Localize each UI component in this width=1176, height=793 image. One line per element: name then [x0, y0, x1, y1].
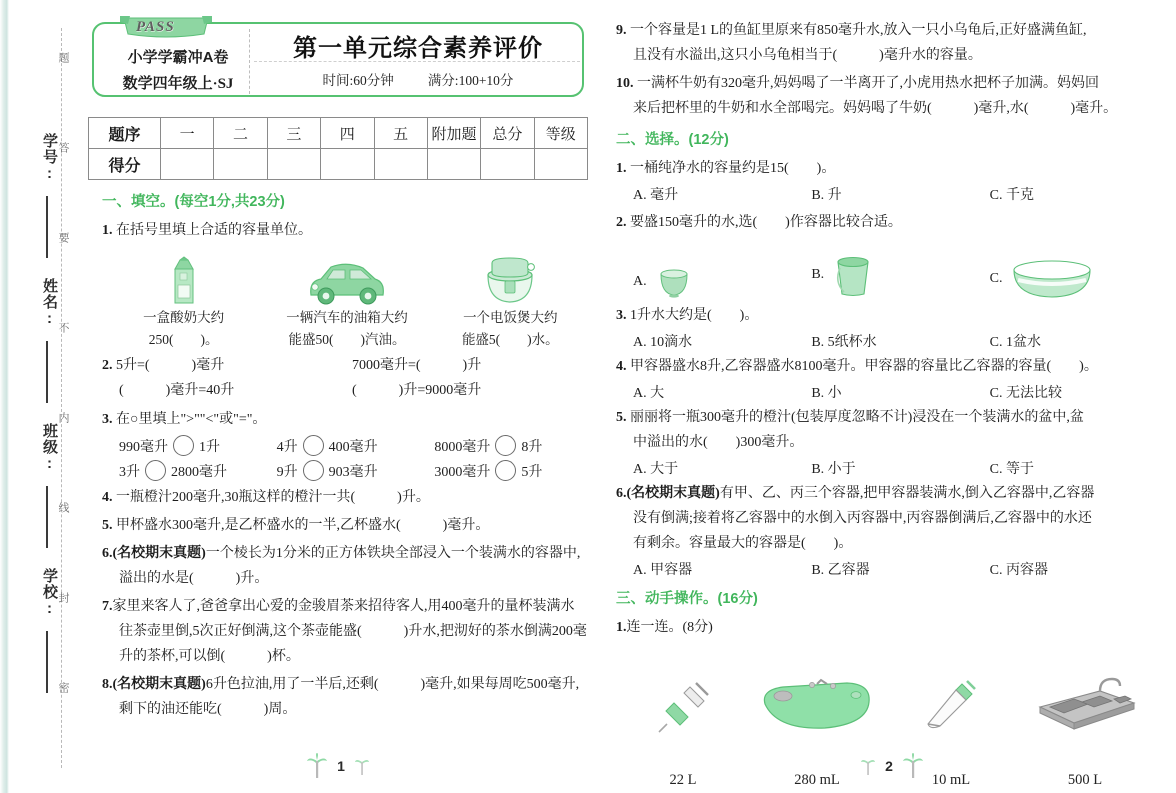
compare-pair-3-left: 3升 — [119, 464, 140, 480]
field-label-name: 姓名: — [41, 278, 58, 328]
page-title: 第一单元综合素养评价 — [293, 35, 543, 62]
score-cell-2[interactable] — [267, 149, 320, 180]
question-2-6-tag: (名校期末真题) — [626, 486, 720, 501]
question-1-7-line3: 升的茶杯,可以倒( )杯。 — [119, 649, 300, 664]
syringe-icon — [616, 652, 750, 764]
section-3-title: 三、动手操作。 — [616, 591, 718, 607]
compare-pair-1-left: 4升 — [276, 439, 298, 455]
question-2-2-option-b[interactable] — [811, 250, 989, 300]
compare-pair-5-right: 5升 — [521, 464, 543, 480]
question-2-6 — [616, 481, 1168, 556]
score-cell-5[interactable] — [427, 149, 480, 180]
question-1-8-number: 8. — [102, 677, 113, 692]
toothpaste-icon — [884, 652, 1018, 764]
small-cup-icon — [653, 264, 695, 300]
question-1-10 — [616, 71, 1168, 121]
question-1-4-text: 一瓶橙汁200毫升,30瓶这样的橙汁一共( )升。 — [116, 490, 430, 505]
score-col-header-2: 三 — [267, 118, 320, 149]
field-label-student-id: 学号: — [41, 133, 58, 183]
question-1-9-line2: 且没有水溢出,这只小乌龟相当于( )毫升水的容量。 — [633, 48, 982, 63]
score-cell-7[interactable] — [534, 149, 587, 180]
question-2-2-option-c-letter: C. — [989, 271, 1003, 286]
compare-row-1 — [102, 435, 592, 456]
palm-tree-icon-right-small — [860, 756, 876, 776]
figure-cooker-caption-1: 一个电饭煲大约 — [463, 310, 558, 325]
exam-header-card — [92, 19, 584, 97]
question-2-2-option-a[interactable] — [633, 264, 811, 300]
section-1-points: (每空1分,共23分) — [174, 194, 285, 210]
question-1-2-right-line1: 7000毫升=( )升 — [352, 358, 482, 373]
compare-pair-4 — [277, 460, 435, 481]
table-row-score — [89, 149, 588, 180]
question-2-5-option-c[interactable]: C. 等于 — [989, 462, 1034, 477]
page-2-footer — [616, 753, 1168, 779]
compare-pair-4-left: 9升 — [276, 464, 298, 480]
question-2-3-option-a[interactable]: A. 10滴水 — [633, 335, 693, 350]
pass-logo-text: PASS — [136, 19, 175, 35]
question-1-9-line1: 一个容量是1 L的鱼缸里原来有850毫升水,放入一只小乌龟后,正好盛满鱼缸, — [630, 23, 1087, 38]
compare-pair-0 — [119, 435, 277, 456]
section-2-title: 二、选择。 — [616, 132, 689, 148]
section-1-title: 一、填空。 — [102, 194, 175, 210]
question-2-5 — [616, 405, 1168, 455]
question-1-6 — [102, 541, 592, 591]
seal-char-5: 线 — [57, 502, 69, 513]
question-1-10-number: 10. — [616, 76, 634, 91]
question-1-2 — [102, 353, 592, 403]
page-1-column — [78, 0, 598, 793]
compare-pair-2-left: 8000毫升 — [434, 439, 491, 455]
question-2-4-option-b[interactable]: B. 小 — [811, 386, 842, 401]
compare-circle-0[interactable] — [173, 435, 194, 456]
sink-icon — [1018, 652, 1152, 764]
bathtub-icon — [750, 652, 884, 764]
section-3-points: (16分) — [717, 591, 758, 607]
question-2-4-options — [616, 382, 1168, 402]
bucket-icon — [830, 250, 876, 300]
question-1-5 — [102, 513, 592, 538]
question-2-6-number: 6. — [616, 486, 627, 501]
field-label-school: 学校: — [41, 568, 58, 618]
question-2-3 — [616, 303, 1168, 328]
question-2-3-option-b[interactable]: B. 5纸杯水 — [811, 335, 877, 350]
question-2-1-option-c[interactable]: C. 千克 — [989, 188, 1034, 203]
seal-char-6: 封 — [57, 592, 69, 603]
figure-milk-caption-2: 250( )。 — [148, 332, 219, 347]
question-1-7 — [102, 594, 592, 669]
question-1-4 — [102, 485, 592, 510]
question-1-6-line2: 溢出的水是( )升。 — [119, 571, 269, 586]
question-1-1-number: 1. — [102, 223, 113, 238]
seal-char-3: 不 — [57, 322, 69, 333]
exam-time-label: 时间:60分钟 — [322, 73, 394, 88]
question-2-1 — [616, 156, 1168, 181]
question-1-7-number: 7. — [102, 599, 113, 614]
figure-milk-caption-1: 一盒酸奶大约 — [143, 310, 225, 325]
header-vertical-divider — [249, 29, 250, 94]
question-1-5-number: 5. — [102, 518, 113, 533]
question-2-1-option-a[interactable]: A. 毫升 — [633, 188, 679, 203]
section-heading-fill-in-blank — [102, 190, 592, 211]
compare-pair-2 — [434, 435, 592, 456]
question-1-10-line1: 一满杯牛奶有320毫升,妈妈喝了一半离开了,小虎用热水把杯子加满。妈妈回 — [637, 76, 1099, 91]
question-1-1-figures — [102, 249, 592, 351]
question-1-3 — [102, 407, 592, 432]
question-2-5-option-b[interactable]: B. 小于 — [811, 462, 856, 477]
score-table-row-label-score: 得分 — [89, 149, 161, 180]
question-2-5-line1: 丽丽将一瓶300毫升的橙汁(包装厚度忽略不计)浸没在一个装满水的盆中,盆 — [630, 410, 1084, 425]
table-row-question-order — [89, 118, 588, 149]
seal-char-0: 题 — [57, 52, 69, 63]
figure-car-caption-2: 能盛50( )汽油。 — [288, 332, 406, 347]
question-2-6-option-b[interactable]: B. 乙容器 — [811, 563, 870, 578]
question-2-2-number: 2. — [616, 215, 627, 230]
car-icon — [265, 249, 428, 307]
question-2-2 — [616, 210, 1168, 235]
question-1-6-tag: (名校期末真题) — [112, 546, 206, 561]
compare-pair-3 — [119, 460, 277, 481]
brand-series-name: 小学学霸冲A卷 — [127, 49, 229, 66]
match-label-0: 22 L — [669, 772, 697, 788]
compare-pair-0-right: 1升 — [199, 439, 220, 455]
scan-edge-artifact — [0, 0, 9, 793]
question-1-7-line2: 往茶壶里倒,5次正好倒满,这个茶壶能盛( )升水,把沏好的茶水倒满200毫 — [119, 624, 587, 639]
compare-pair-4-right: 903毫升 — [328, 464, 378, 480]
score-cell-0[interactable] — [161, 149, 214, 180]
question-3-1-points: (8分) — [682, 620, 713, 635]
question-3-1 — [616, 615, 1168, 640]
compare-circle-1[interactable] — [303, 435, 324, 456]
compare-pair-5 — [434, 460, 592, 481]
score-col-header-7: 等级 — [534, 118, 587, 149]
question-2-2-option-c[interactable] — [990, 258, 1168, 300]
brand-subject-grade: 数学四年级上·SJ — [122, 76, 234, 92]
question-2-6-option-c[interactable]: C. 丙容器 — [989, 563, 1048, 578]
compare-pair-1 — [277, 435, 435, 456]
question-1-6-line1: 一个棱长为1分米的正方体铁块全部浸入一个装满水的容器中, — [205, 546, 581, 561]
question-1-1 — [102, 218, 592, 243]
compare-pair-2-right: 8升 — [521, 439, 543, 455]
score-col-header-5: 附加题 — [427, 118, 480, 149]
question-2-5-number: 5. — [616, 410, 627, 425]
question-2-1-options — [616, 184, 1168, 204]
question-1-6-number: 6. — [102, 546, 113, 561]
binding-margin — [9, 0, 71, 793]
score-table-row-label-order: 题序 — [89, 118, 161, 149]
palm-tree-icon-left — [306, 753, 328, 779]
question-1-7-line1: 家里来客人了,爸爸拿出心爱的金骏眉茶来招待客人,用400毫升的量杯装满水 — [112, 599, 575, 614]
question-1-5-text: 甲杯盛水300毫升,是乙杯盛水的一半,乙杯盛水( )毫升。 — [116, 518, 490, 533]
question-2-5-line2: 中溢出的水( )300毫升。 — [633, 435, 804, 450]
figure-cooker-caption-2: 能盛5( )水。 — [461, 332, 559, 347]
score-cell-6[interactable] — [481, 149, 534, 180]
exam-fullscore-label: 满分:100+10分 — [427, 73, 514, 88]
question-1-8 — [102, 672, 592, 722]
question-2-6-option-a[interactable]: A. 甲容器 — [633, 563, 693, 578]
figure-rice-cooker — [429, 249, 592, 351]
compare-pair-0-left: 990毫升 — [119, 439, 168, 455]
compare-circle-2[interactable] — [495, 435, 516, 456]
question-2-3-options — [616, 331, 1168, 351]
compare-circle-4[interactable] — [303, 460, 324, 481]
figure-car-caption-1: 一辆汽车的油箱大约 — [286, 310, 408, 325]
compare-pair-1-right: 400毫升 — [328, 439, 378, 455]
palm-tree-icon-right — [902, 753, 924, 779]
question-2-6-options — [616, 559, 1168, 579]
milk-carton-icon — [102, 249, 265, 307]
question-1-2-left-line1: 5升=( )毫升 — [116, 358, 225, 373]
compare-circle-5[interactable] — [495, 460, 516, 481]
question-1-2-right-line2: ( )升=9000毫升 — [352, 383, 482, 398]
question-2-1-number: 1. — [616, 161, 627, 176]
question-2-2-text: 要盛150毫升的水,选( )作容器比较合适。 — [630, 215, 902, 230]
question-2-3-number: 3. — [616, 308, 627, 323]
basin-icon — [1009, 258, 1095, 300]
match-label-3: 500 L — [1067, 772, 1103, 788]
question-1-1-text: 在括号里填上合适的容量单位。 — [116, 223, 312, 238]
match-label-1: 280 mL — [794, 772, 840, 788]
page-number-right: 2 — [885, 758, 893, 774]
question-2-3-text: 1升水大约是( )。 — [630, 308, 759, 323]
question-2-4 — [616, 354, 1168, 379]
section-heading-multiple-choice — [616, 128, 1168, 149]
score-col-header-6: 总分 — [481, 118, 534, 149]
score-col-header-1: 二 — [214, 118, 267, 149]
question-2-4-text: 甲容器盛水8升,乙容器盛水8100毫升。甲容器的容量比乙容器的容量( )。 — [630, 359, 1098, 374]
question-1-9 — [616, 18, 1168, 68]
question-2-1-option-b[interactable]: B. 升 — [811, 188, 842, 203]
score-cell-1[interactable] — [214, 149, 267, 180]
question-3-1-text: 连一连。 — [626, 620, 683, 635]
seal-char-2: 要 — [57, 232, 69, 243]
score-cell-3[interactable] — [321, 149, 374, 180]
match-label-2: 10 mL — [931, 772, 971, 788]
score-table — [88, 117, 588, 180]
question-2-4-option-a[interactable]: A. 大 — [633, 386, 665, 401]
question-1-3-text: 在○里填上">""<"或"="。 — [116, 412, 267, 427]
figure-milk-carton — [102, 249, 265, 351]
question-2-1-text: 一桶纯净水的容量约是15( )。 — [630, 161, 836, 176]
section-2-points: (12分) — [688, 132, 729, 148]
write-rule-name — [46, 341, 48, 403]
question-1-2-number: 2. — [102, 358, 113, 373]
compare-row-2 — [102, 460, 592, 481]
question-1-8-line1: 6升色拉油,用了一半后,还剩( )毫升,如果每周吃500毫升, — [205, 677, 580, 692]
question-2-6-line3: 有剩余。容量最大的容器是( )。 — [633, 536, 853, 551]
figure-car — [265, 249, 428, 351]
question-1-2-left-line2: ( )毫升=40升 — [119, 383, 235, 398]
compare-pair-3-right: 2800毫升 — [171, 464, 227, 480]
question-1-8-line2: 剩下的油还能吃( )周。 — [119, 702, 297, 717]
seal-char-1: 答 — [57, 142, 69, 153]
question-2-2-options — [616, 238, 1168, 300]
question-2-4-option-c[interactable]: C. 无法比较 — [989, 386, 1062, 401]
question-2-5-option-a[interactable]: A. 大于 — [633, 462, 679, 477]
rice-cooker-icon — [429, 249, 592, 307]
question-1-4-number: 4. — [102, 490, 113, 505]
question-2-2-option-b-letter: B. — [811, 267, 825, 282]
palm-tree-icon-left-small — [354, 756, 370, 776]
seal-dashed-line — [61, 28, 62, 768]
question-2-6-line1: 有甲、乙、丙三个容器,把甲容器装满水,倒入乙容器中,乙容器 — [719, 486, 1095, 501]
page-2-column — [616, 0, 1168, 793]
score-col-header-3: 四 — [321, 118, 374, 149]
question-2-6-line2: 没有倒满;接着将乙容器中的水倒入丙容器中,丙容器倒满后,乙容器中的水还 — [633, 511, 1092, 526]
question-2-4-number: 4. — [616, 359, 627, 374]
question-2-5-options — [616, 458, 1168, 478]
seal-char-7: 密 — [57, 682, 69, 693]
question-2-2-option-a-letter: A. — [633, 274, 647, 289]
write-rule-student-id — [46, 196, 48, 258]
write-rule-school — [46, 631, 48, 693]
question-2-3-option-c[interactable]: C. 1盆水 — [989, 335, 1041, 350]
question-1-9-number: 9. — [616, 23, 627, 38]
page-1-footer — [78, 753, 598, 779]
page-number-left: 1 — [337, 758, 345, 774]
score-col-header-0: 一 — [161, 118, 214, 149]
compare-pair-5-left: 3000毫升 — [434, 464, 491, 480]
field-label-class: 班级: — [41, 423, 58, 473]
score-cell-4[interactable] — [374, 149, 427, 180]
question-1-3-number: 3. — [102, 412, 113, 427]
header-horizontal-divider — [254, 61, 580, 62]
question-1-8-tag: (名校期末真题) — [112, 677, 206, 692]
score-col-header-4: 五 — [374, 118, 427, 149]
seal-char-4: 内 — [57, 412, 69, 423]
compare-circle-3[interactable] — [145, 460, 166, 481]
question-1-10-line2: 来后把杯里的牛奶和水全部喝完。妈妈喝了牛奶( )毫升,水( )毫升。 — [633, 101, 1118, 116]
section-heading-hands-on — [616, 587, 1168, 608]
question-3-1-number: 1. — [616, 620, 627, 635]
write-rule-class — [46, 486, 48, 548]
